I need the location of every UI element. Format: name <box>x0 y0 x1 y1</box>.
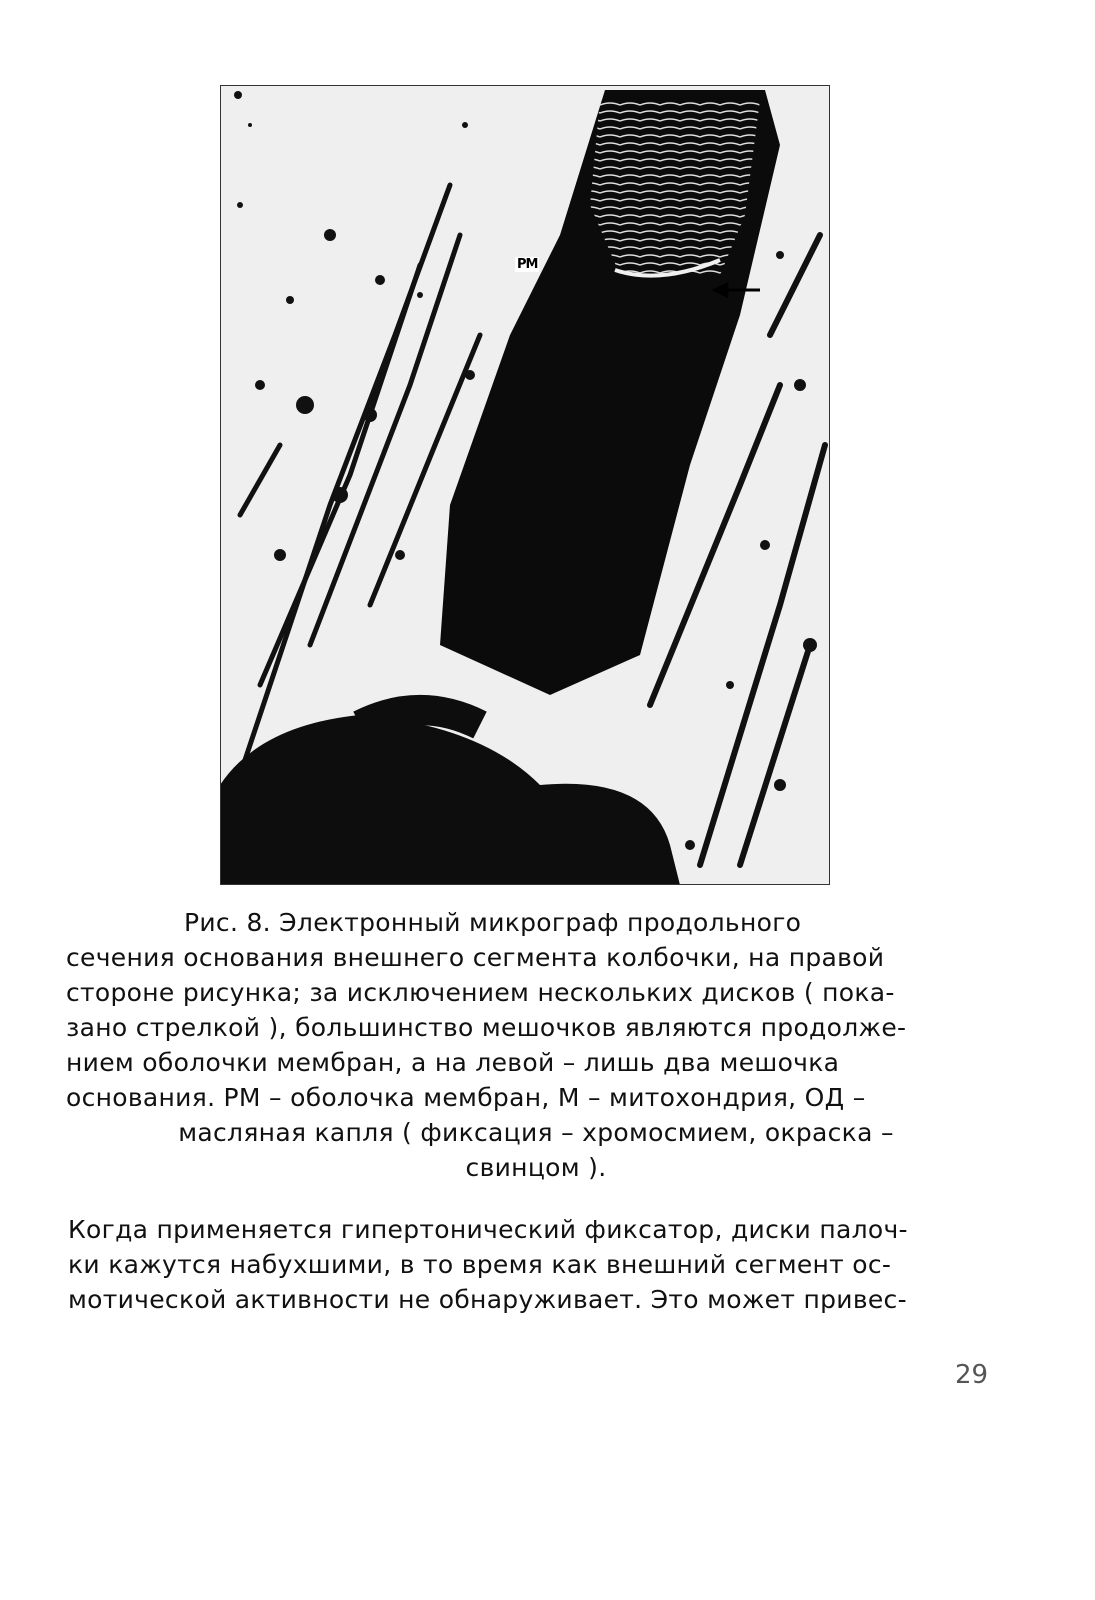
body-line: мотической активности не обнаруживает. Это может привес- <box>68 1285 907 1314</box>
caption-line: зано стрелкой ), большинство мешочков являются продолже- <box>66 1013 907 1042</box>
label-pm: РМ <box>517 257 538 272</box>
caption-line: свинцом ). <box>465 1153 607 1182</box>
page-number: 29 <box>955 1360 989 1390</box>
body-line: Когда применяется гипертонический фиксатор, диски палоч- <box>68 1215 908 1244</box>
caption-line: нием оболочки мембран, а на левой – лишь два мешочка <box>66 1048 840 1077</box>
caption-line: Рис. 8. Электронный микрограф продольного <box>184 908 802 937</box>
micrograph-image <box>220 85 830 885</box>
caption-line: стороне рисунка; за исключением нескольких дисков ( пока- <box>66 978 895 1007</box>
figure-caption <box>66 905 1006 1185</box>
electron-micrograph <box>220 85 830 885</box>
body-paragraph <box>68 1212 1008 1317</box>
caption-line: сечения основания внешнего сегмента колбочки, на правой <box>66 943 885 972</box>
body-line: ки кажутся набухшими, в то время как внешний сегмент ос- <box>68 1250 892 1279</box>
caption-line: основания. РМ – оболочка мембран, М – митохондрия, ОД – <box>66 1083 866 1112</box>
caption-line: масляная капля ( фиксация – хромосмием, окраска – <box>178 1118 894 1147</box>
